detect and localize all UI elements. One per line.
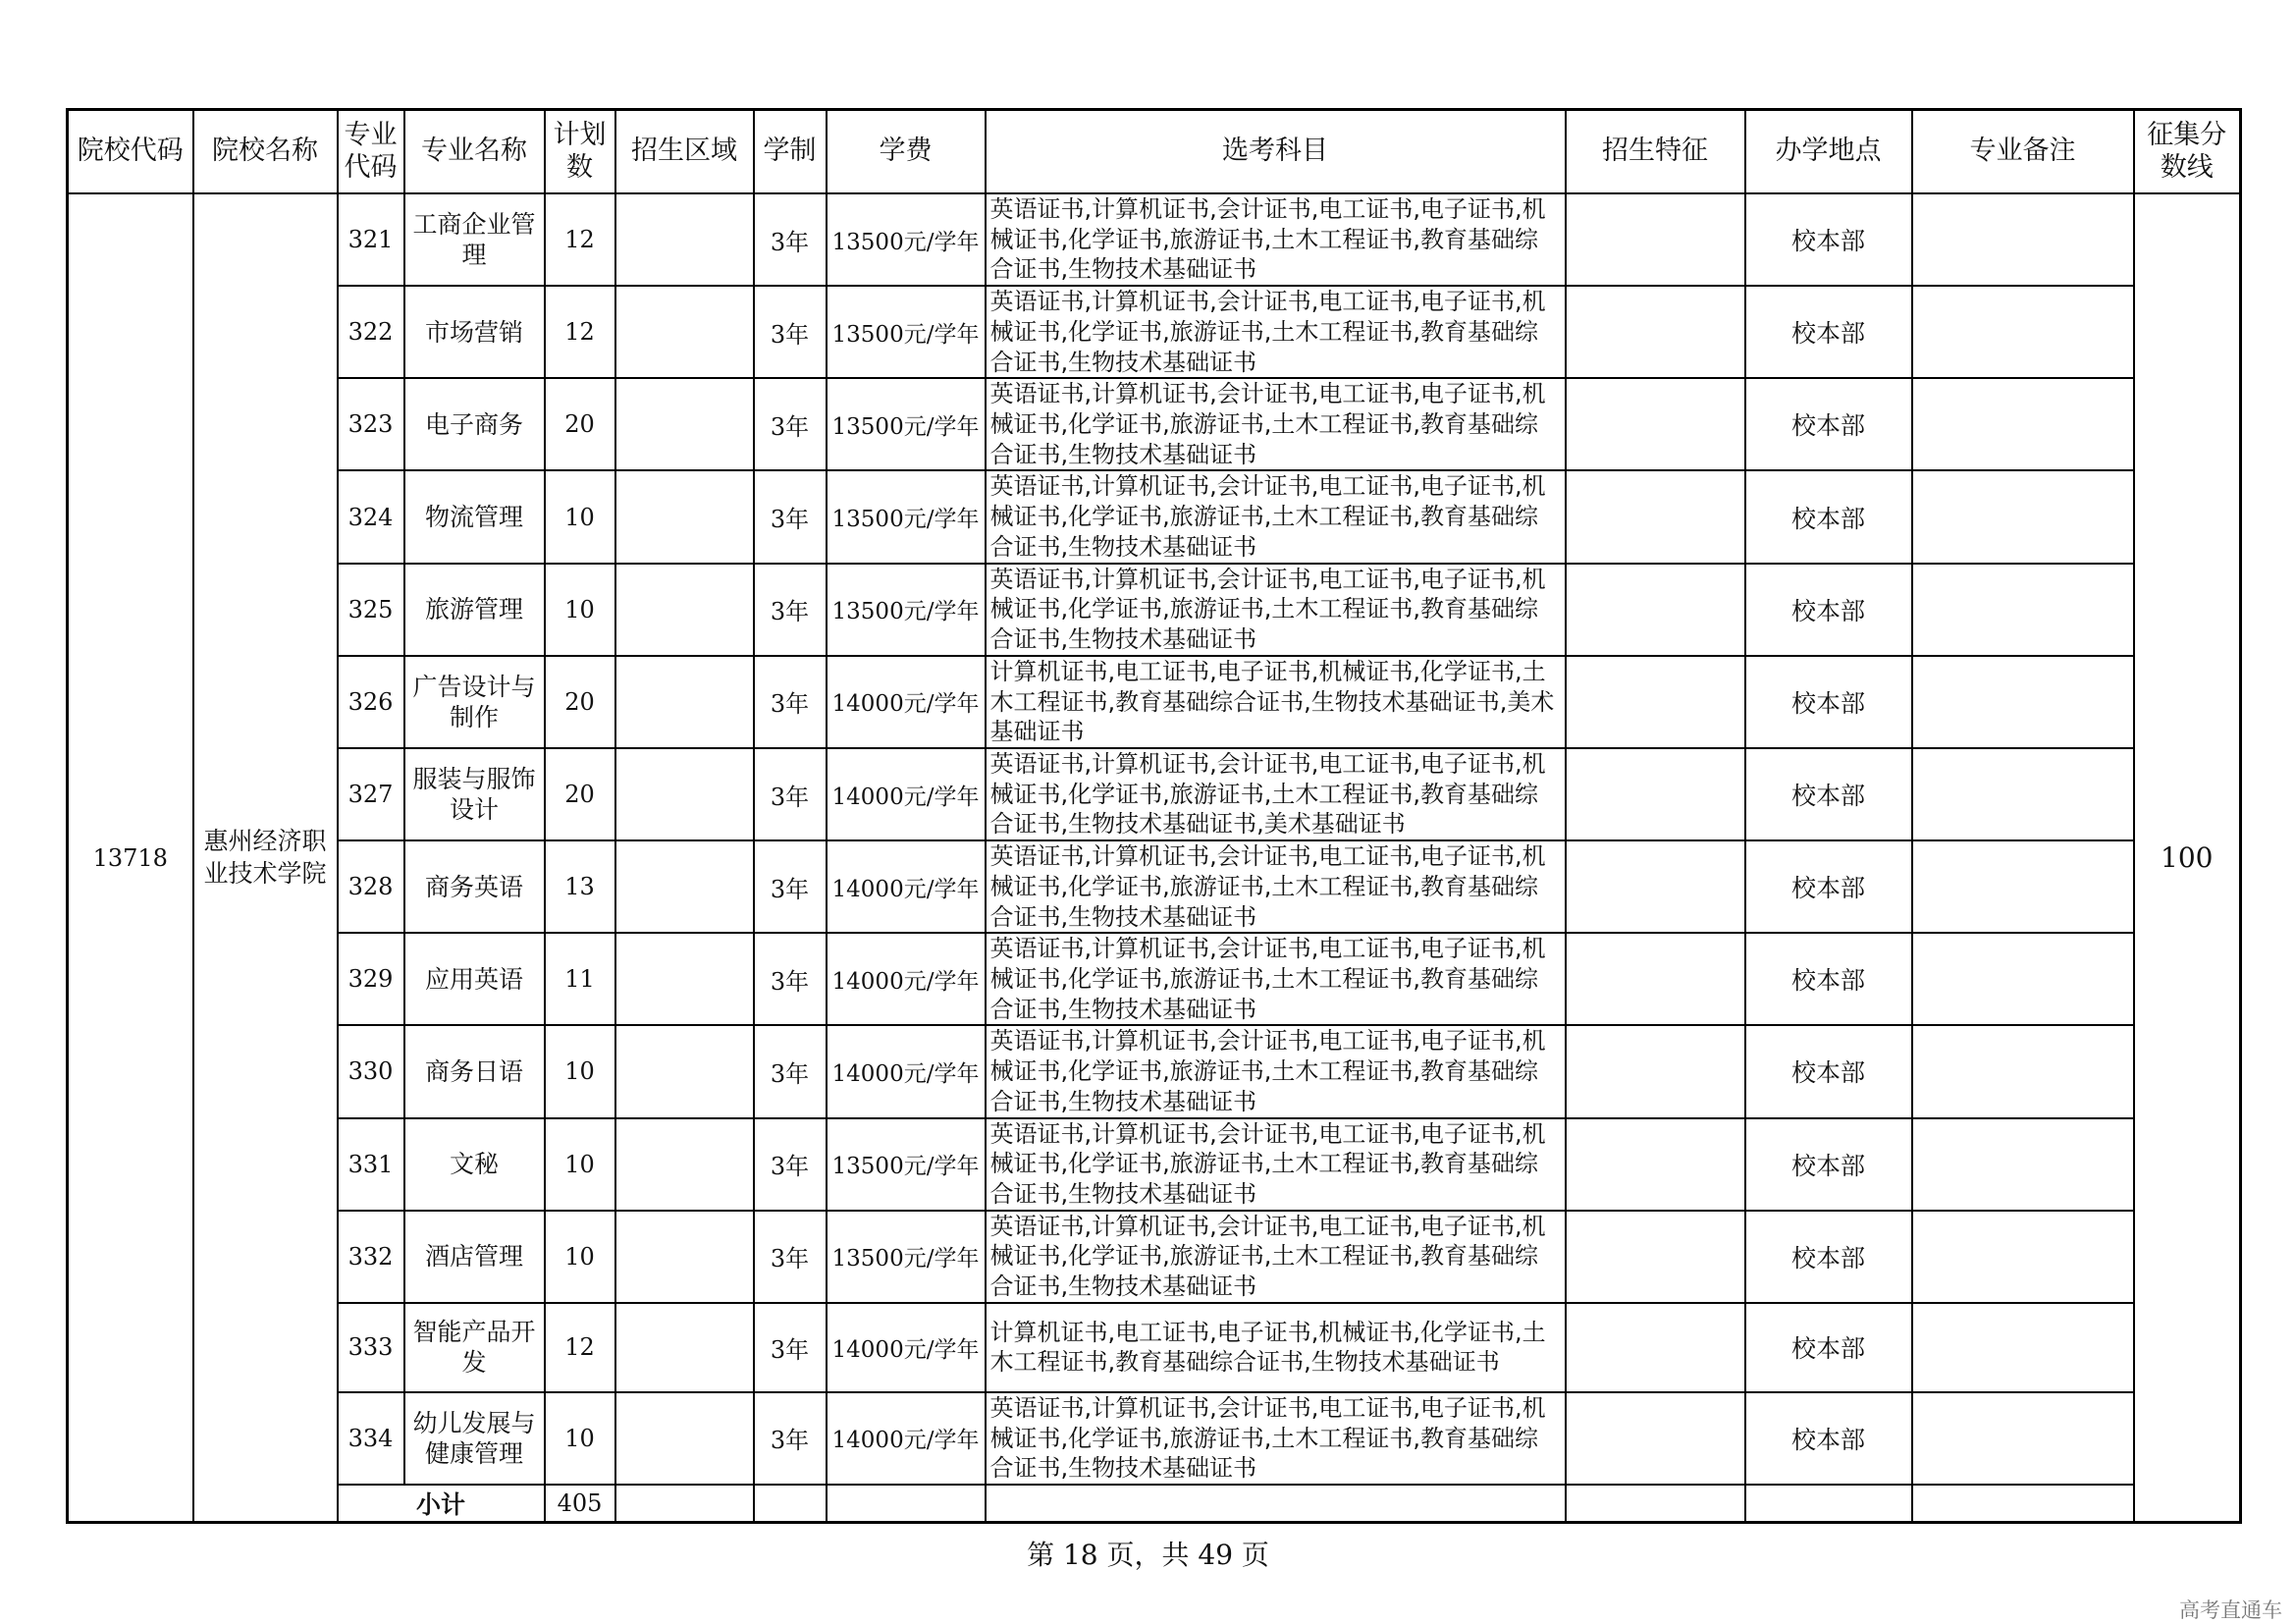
remark-cell <box>1912 1392 2134 1485</box>
subtotal-empty-cell <box>1566 1485 1745 1523</box>
plan-cell: 10 <box>545 1025 615 1117</box>
major-name-cell: 商务英语 <box>404 840 545 933</box>
plan-cell: 12 <box>545 193 615 286</box>
header-school-code: 院校代码 <box>68 110 193 194</box>
duration-cell: 3年 <box>754 748 827 840</box>
remark-cell <box>1912 286 2134 378</box>
major-name-cell: 服装与服饰设计 <box>404 748 545 840</box>
major-code-cell: 324 <box>338 470 404 563</box>
fee-cell: 14000元/学年 <box>827 840 986 933</box>
plan-cell: 20 <box>545 656 615 748</box>
header-remark: 专业备注 <box>1912 110 2134 194</box>
region-cell <box>615 193 754 286</box>
location-cell: 校本部 <box>1745 1392 1912 1485</box>
region-cell <box>615 286 754 378</box>
region-cell <box>615 378 754 470</box>
remark-cell <box>1912 933 2134 1025</box>
header-major-code: 专业代码 <box>338 110 404 194</box>
major-code-cell: 332 <box>338 1211 404 1303</box>
duration-cell: 3年 <box>754 470 827 563</box>
duration-cell: 3年 <box>754 656 827 748</box>
header-duration: 学制 <box>754 110 827 194</box>
location-cell: 校本部 <box>1745 748 1912 840</box>
table-row <box>68 286 2241 378</box>
subjects-cell: 计算机证书,电工证书,电子证书,机械证书,化学证书,土木工程证书,教育基础综合证书,生物技术基础证书 <box>986 1303 1566 1392</box>
fee-cell: 13500元/学年 <box>827 378 986 470</box>
fee-cell: 13500元/学年 <box>827 1118 986 1211</box>
subtotal-row <box>68 1485 2241 1523</box>
major-name-cell: 旅游管理 <box>404 564 545 656</box>
plan-cell: 12 <box>545 1303 615 1392</box>
location-cell: 校本部 <box>1745 470 1912 563</box>
location-cell: 校本部 <box>1745 193 1912 286</box>
region-cell <box>615 1211 754 1303</box>
duration-cell: 3年 <box>754 1303 827 1392</box>
major-code-cell: 327 <box>338 748 404 840</box>
subtotal-plan: 405 <box>545 1485 615 1523</box>
admissions-table <box>66 108 2242 1524</box>
feature-cell <box>1566 1211 1745 1303</box>
header-subjects: 选考科目 <box>986 110 1566 194</box>
table-row <box>68 748 2241 840</box>
major-code-cell: 328 <box>338 840 404 933</box>
table-row <box>68 193 2241 286</box>
page-number: 第 18 页，共 49 页 <box>1027 1539 1269 1571</box>
plan-cell: 12 <box>545 286 615 378</box>
region-cell <box>615 1118 754 1211</box>
region-cell <box>615 1392 754 1485</box>
major-name-cell: 物流管理 <box>404 470 545 563</box>
score-cell: 100 <box>2134 193 2241 1523</box>
subjects-cell: 英语证书,计算机证书,会计证书,电工证书,电子证书,机械证书,化学证书,旅游证书,土木工程证书,教育基础综合证书,生物技术基础证书 <box>986 378 1566 470</box>
subtotal-empty-cell <box>986 1485 1566 1523</box>
major-name-cell: 电子商务 <box>404 378 545 470</box>
fee-cell: 14000元/学年 <box>827 1392 986 1485</box>
major-name-cell: 广告设计与制作 <box>404 656 545 748</box>
table-row <box>68 564 2241 656</box>
remark-cell <box>1912 1211 2134 1303</box>
subjects-cell: 英语证书,计算机证书,会计证书,电工证书,电子证书,机械证书,化学证书,旅游证书,土木工程证书,教育基础综合证书,生物技术基础证书 <box>986 1025 1566 1117</box>
subjects-cell: 英语证书,计算机证书,会计证书,电工证书,电子证书,机械证书,化学证书,旅游证书,土木工程证书,教育基础综合证书,生物技术基础证书,美术基础证书 <box>986 748 1566 840</box>
remark-cell <box>1912 1303 2134 1392</box>
feature-cell <box>1566 1392 1745 1485</box>
major-name-cell: 酒店管理 <box>404 1211 545 1303</box>
table-row <box>68 1118 2241 1211</box>
region-cell <box>615 470 754 563</box>
subtotal-empty-cell <box>754 1485 827 1523</box>
major-code-cell: 333 <box>338 1303 404 1392</box>
duration-cell: 3年 <box>754 286 827 378</box>
major-code-cell: 326 <box>338 656 404 748</box>
watermark: 高考直通车 <box>2179 1598 2282 1622</box>
major-code-cell: 325 <box>338 564 404 656</box>
header-feature: 招生特征 <box>1566 110 1745 194</box>
feature-cell <box>1566 564 1745 656</box>
region-cell <box>615 1025 754 1117</box>
fee-cell: 13500元/学年 <box>827 1211 986 1303</box>
header-fee: 学费 <box>827 110 986 194</box>
plan-cell: 10 <box>545 564 615 656</box>
plan-cell: 10 <box>545 1392 615 1485</box>
fee-cell: 13500元/学年 <box>827 193 986 286</box>
remark-cell <box>1912 1118 2134 1211</box>
header-region: 招生区域 <box>615 110 754 194</box>
feature-cell <box>1566 286 1745 378</box>
school-code-cell: 13718 <box>68 193 193 1523</box>
location-cell: 校本部 <box>1745 378 1912 470</box>
duration-cell: 3年 <box>754 1211 827 1303</box>
table-row <box>68 1303 2241 1392</box>
duration-cell: 3年 <box>754 1118 827 1211</box>
feature-cell <box>1566 933 1745 1025</box>
plan-cell: 20 <box>545 378 615 470</box>
feature-cell <box>1566 1303 1745 1392</box>
fee-cell: 13500元/学年 <box>827 564 986 656</box>
fee-cell: 14000元/学年 <box>827 933 986 1025</box>
fee-cell: 13500元/学年 <box>827 470 986 563</box>
feature-cell <box>1566 1025 1745 1117</box>
major-name-cell: 文秘 <box>404 1118 545 1211</box>
major-code-cell: 334 <box>338 1392 404 1485</box>
subtotal-empty-cell <box>615 1485 754 1523</box>
subjects-cell: 英语证书,计算机证书,会计证书,电工证书,电子证书,机械证书,化学证书,旅游证书,土木工程证书,教育基础综合证书,生物技术基础证书 <box>986 840 1566 933</box>
major-name-cell: 应用英语 <box>404 933 545 1025</box>
duration-cell: 3年 <box>754 378 827 470</box>
major-name-cell: 工商企业管理 <box>404 193 545 286</box>
major-code-cell: 321 <box>338 193 404 286</box>
major-name-cell: 市场营销 <box>404 286 545 378</box>
remark-cell <box>1912 193 2134 286</box>
region-cell <box>615 656 754 748</box>
table-row <box>68 1025 2241 1117</box>
feature-cell <box>1566 656 1745 748</box>
major-code-cell: 329 <box>338 933 404 1025</box>
plan-cell: 10 <box>545 1211 615 1303</box>
location-cell: 校本部 <box>1745 1303 1912 1392</box>
plan-cell: 10 <box>545 470 615 563</box>
fee-cell: 14000元/学年 <box>827 748 986 840</box>
region-cell <box>615 933 754 1025</box>
location-cell: 校本部 <box>1745 286 1912 378</box>
duration-cell: 3年 <box>754 564 827 656</box>
remark-cell <box>1912 748 2134 840</box>
table-row <box>68 840 2241 933</box>
major-name-cell: 商务日语 <box>404 1025 545 1117</box>
subjects-cell: 英语证书,计算机证书,会计证书,电工证书,电子证书,机械证书,化学证书,旅游证书,土木工程证书,教育基础综合证书,生物技术基础证书 <box>986 1392 1566 1485</box>
remark-cell <box>1912 378 2134 470</box>
subtotal-empty-cell <box>1912 1485 2134 1523</box>
plan-cell: 11 <box>545 933 615 1025</box>
table-row <box>68 470 2241 563</box>
subjects-cell: 英语证书,计算机证书,会计证书,电工证书,电子证书,机械证书,化学证书,旅游证书,土木工程证书,教育基础综合证书,生物技术基础证书 <box>986 1211 1566 1303</box>
table-row <box>68 1211 2241 1303</box>
header-school-name: 院校名称 <box>193 110 338 194</box>
remark-cell <box>1912 656 2134 748</box>
location-cell: 校本部 <box>1745 840 1912 933</box>
duration-cell: 3年 <box>754 193 827 286</box>
region-cell <box>615 840 754 933</box>
fee-cell: 14000元/学年 <box>827 656 986 748</box>
feature-cell <box>1566 193 1745 286</box>
plan-cell: 20 <box>545 748 615 840</box>
table-row <box>68 933 2241 1025</box>
plan-cell: 10 <box>545 1118 615 1211</box>
plan-cell: 13 <box>545 840 615 933</box>
header-location: 办学地点 <box>1745 110 1912 194</box>
fee-cell: 14000元/学年 <box>827 1303 986 1392</box>
location-cell: 校本部 <box>1745 933 1912 1025</box>
fee-cell: 13500元/学年 <box>827 286 986 378</box>
subtotal-empty-cell <box>1745 1485 1912 1523</box>
remark-cell <box>1912 840 2134 933</box>
subtotal-empty-cell <box>827 1485 986 1523</box>
remark-cell <box>1912 1025 2134 1117</box>
region-cell <box>615 564 754 656</box>
remark-cell <box>1912 564 2134 656</box>
feature-cell <box>1566 748 1745 840</box>
major-name-cell: 幼儿发展与健康管理 <box>404 1392 545 1485</box>
header-row <box>68 110 2241 194</box>
feature-cell <box>1566 840 1745 933</box>
subjects-cell: 英语证书,计算机证书,会计证书,电工证书,电子证书,机械证书,化学证书,旅游证书,土木工程证书,教育基础综合证书,生物技术基础证书 <box>986 1118 1566 1211</box>
duration-cell: 3年 <box>754 1392 827 1485</box>
location-cell: 校本部 <box>1745 564 1912 656</box>
school-name-cell: 惠州经济职业技术学院 <box>193 193 338 1523</box>
fee-cell: 14000元/学年 <box>827 1025 986 1117</box>
major-code-cell: 330 <box>338 1025 404 1117</box>
subjects-cell: 计算机证书,电工证书,电子证书,机械证书,化学证书,土木工程证书,教育基础综合证书,生物技术基础证书,美术基础证书 <box>986 656 1566 748</box>
subjects-cell: 英语证书,计算机证书,会计证书,电工证书,电子证书,机械证书,化学证书,旅游证书,土木工程证书,教育基础综合证书,生物技术基础证书 <box>986 193 1566 286</box>
major-name-cell: 智能产品开发 <box>404 1303 545 1392</box>
location-cell: 校本部 <box>1745 1118 1912 1211</box>
subjects-cell: 英语证书,计算机证书,会计证书,电工证书,电子证书,机械证书,化学证书,旅游证书,土木工程证书,教育基础综合证书,生物技术基础证书 <box>986 564 1566 656</box>
subtotal-label: 小计 <box>338 1485 545 1523</box>
major-code-cell: 323 <box>338 378 404 470</box>
header-score: 征集分数线 <box>2134 110 2241 194</box>
subjects-cell: 英语证书,计算机证书,会计证书,电工证书,电子证书,机械证书,化学证书,旅游证书,土木工程证书,教育基础综合证书,生物技术基础证书 <box>986 286 1566 378</box>
location-cell: 校本部 <box>1745 1211 1912 1303</box>
feature-cell <box>1566 378 1745 470</box>
region-cell <box>615 1303 754 1392</box>
feature-cell <box>1566 470 1745 563</box>
subjects-cell: 英语证书,计算机证书,会计证书,电工证书,电子证书,机械证书,化学证书,旅游证书,土木工程证书,教育基础综合证书,生物技术基础证书 <box>986 470 1566 563</box>
header-plan: 计划数 <box>545 110 615 194</box>
header-major-name: 专业名称 <box>404 110 545 194</box>
remark-cell <box>1912 470 2134 563</box>
region-cell <box>615 748 754 840</box>
table-row <box>68 656 2241 748</box>
table-body <box>68 193 2241 1523</box>
table-row <box>68 1392 2241 1485</box>
major-code-cell: 331 <box>338 1118 404 1211</box>
duration-cell: 3年 <box>754 840 827 933</box>
table-row <box>68 378 2241 470</box>
duration-cell: 3年 <box>754 933 827 1025</box>
subjects-cell: 英语证书,计算机证书,会计证书,电工证书,电子证书,机械证书,化学证书,旅游证书,土木工程证书,教育基础综合证书,生物技术基础证书 <box>986 933 1566 1025</box>
duration-cell: 3年 <box>754 1025 827 1117</box>
major-code-cell: 322 <box>338 286 404 378</box>
location-cell: 校本部 <box>1745 656 1912 748</box>
location-cell: 校本部 <box>1745 1025 1912 1117</box>
feature-cell <box>1566 1118 1745 1211</box>
